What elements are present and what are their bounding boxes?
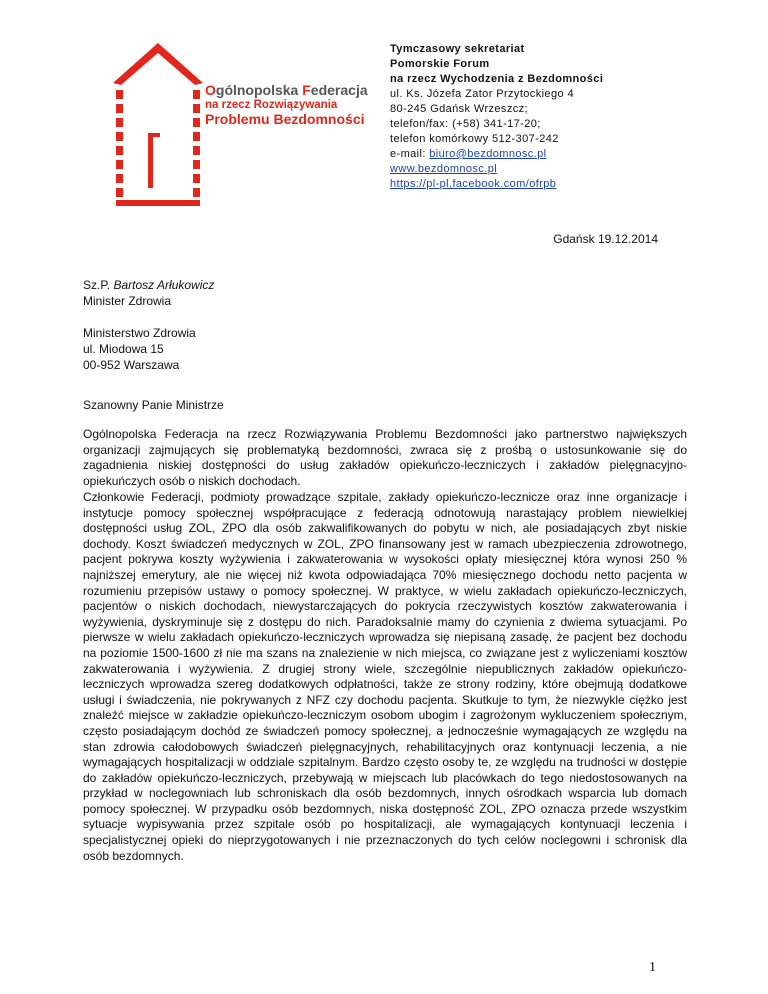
recipient-block (83, 277, 214, 309)
address-line: Ministerstwo Zdrowia (83, 326, 196, 340)
contact-line: telefon komórkowy 512-307-242 (390, 133, 559, 145)
recipient-name-line: Sz.P. Bartosz Arłukowicz (83, 278, 215, 292)
logo-line-1: Ogólnopolska Federacja (205, 82, 368, 98)
email-link[interactable]: biuro@bezdomnosc.pl (429, 148, 547, 160)
address-line: 00-952 Warszawa (83, 358, 180, 372)
contact-line: Pomorskie Forum (390, 58, 490, 70)
website-link[interactable]: www.bezdomnosc.pl (390, 163, 498, 175)
email-line: e-mail: biuro@bezdomnosc.pl (390, 148, 547, 160)
paragraph: Członkowie Federacji, podmioty prowadzące szpitale, zakłady opiekuńczo-lecznicze oraz inne organizacje i instytucje pomocy społecznej współpracujące z federacją odnotowują narastający problem niewielkiej dostępności usług ZOL, ZPO dla osób zakwalifikowanych do pobytu w nich, ale posiadających zbyt niskie dochody. Koszt świadczeń medycznych w ZOL, ZPO finansowany jest w ramach ubezpieczenia zdrowotnego, pacjent pokrywa koszty wyżywienia i zakwaterowania w wysokości opłaty miesięcznej która wynosi 250 % najniższej emerytury, ale nie więcej niż kwota odpowiadająca 70% miesięcznego dochodu netto pacjenta w rozumieniu przepisów ustawy o pomocy społecznej. W praktyce, w wielu zakładach opiekuńczo-leczniczych, pacjentów o niskich dochodach, niewystarczających do pokrycia rzeczywistych kosztów zakwaterowania i wyżywienia, dyskryminuje się z dostępu do nich. Paradoksalnie mamy do czynienia z dwiema sytuacjami. Po pierwsze w wielu zakładach opiekuńczo-leczniczych wprowadza się niepisaną zasadę, że pacjent bez dochodu na poziomie 1500-1600 zł nie ma szans na znalezienie w nich miejsca, co związane jest z wyliczeniami kosztów zakwaterowania i wyżywienia. Z drugiej strony wiele, szczególnie niepublicznych zakładów opiekuńczo-leczniczych wprowadza szereg dodatkowych odpłatności, także ze strony rodziny, które obejmują dodatkowe usługi i świadczenia, nie pokrywanych z NFZ czy dochodu pacjenta. Skutkuje to tym, że niezwykle ciężko jest znaleźć miejsce w zakładzie opiekuńczo-leczniczym osobom ubogim i zagrożonym wykluczeniem społecznym, często posiadającym dochód ze świadczeń pomocy społecznej, a jednocześnie wymagających ze względu na stan zdrowia całodobowych świadczeń pielęgnacyjnych, rehabilitacyjnych oraz kontynuacji leczenia, a nie wymagających hospitalizacji w oddziale szpitalnym. Bardzo często osoby te, ze względu na trudności w dostępie do zakładów opiekuńczo-leczniczych, przebywają w miejscach lub placówkach do tego niedostosowanych na przykład w noclegowniach lub schroniskach dla osób bezdomnych, innych ośrodkach wsparcia lub domach pomocy społecznej. W przypadku osób bezdomnych, niska dostępność ZOL, ZPO oznacza przede wszystkim sytuacje wypisywania przez szpitale osób po hospitalizacji, ale wymagających kontynuacji leczenia i specjalistycznej opieki do nieprzygotowanych i nie przeznaczonych do tych celów noclegowni i schronisk dla osób bezdomnych. (83, 490, 687, 863)
recipient-title: Minister Zdrowia (83, 294, 172, 308)
salutation: Szanowny Panie Ministrze (83, 398, 224, 412)
contact-line: 80-245 Gdańsk Wrzeszcz; (390, 103, 528, 115)
contact-line: ul. Ks. Józefa Zator Przytockiego 4 (390, 88, 574, 100)
facebook-link[interactable]: https://pl-pl.facebook.com/ofrpb (390, 178, 557, 190)
paragraph: Ogólnopolska Federacja na rzecz Rozwiązywania Problemu Bezdomności jako partnerstwo największych organizacji zajmujących się problematyką bezdomności, zwraca się z prośbą o ustosunkowanie się do zagadnienia niskiej dostępności do usług zakładów opiekuńczo-leczniczych i zakładów pielęgnacyjno-opiekuńczych osób o niskich dochodach. (83, 427, 687, 488)
address-line: ul. Miodowa 15 (83, 342, 164, 356)
letter-date: Gdańsk 19.12.2014 (553, 232, 658, 246)
page-number: 1 (649, 960, 656, 975)
house-logo-icon (108, 38, 208, 208)
contact-line: Tymczasowy sekretariat (390, 43, 525, 55)
logo-text (205, 83, 368, 127)
contact-block (390, 42, 603, 192)
contact-line: na rzecz Wychodzenia z Bezdomności (390, 73, 604, 85)
contact-line: telefon/fax: (+58) 341-17-20; (390, 118, 541, 130)
ministry-address (83, 325, 196, 373)
logo-line-2: na rzecz Rozwiązywania (205, 98, 338, 111)
logo-line-3: Problemu Bezdomności (205, 110, 365, 127)
